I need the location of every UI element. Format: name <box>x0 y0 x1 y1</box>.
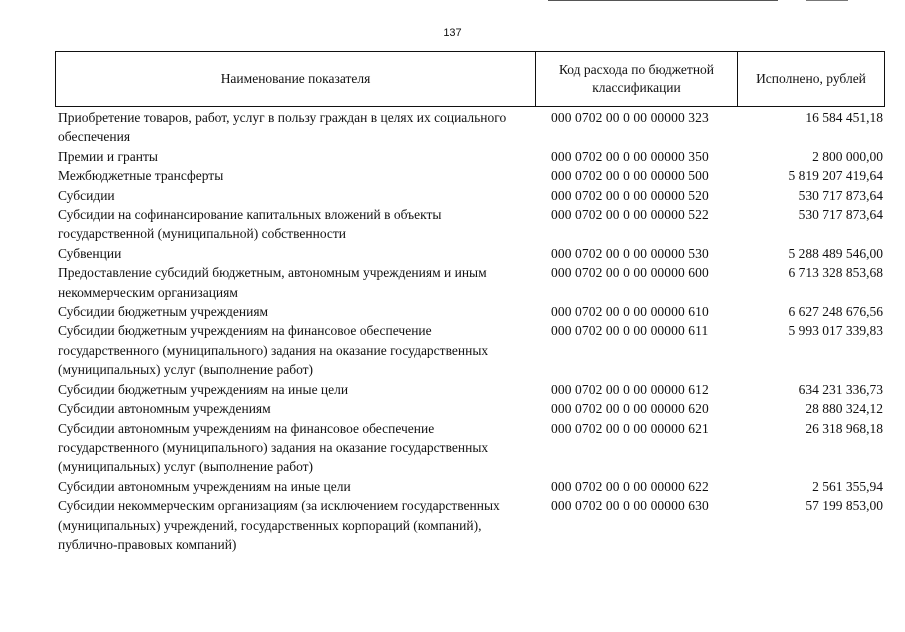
row-amount: 16 584 451,18 <box>805 110 883 125</box>
table-row <box>0 477 905 496</box>
row-code: 000 0702 00 0 00 00000 612 <box>551 381 709 397</box>
row-amount: 6 713 328 853,68 <box>788 265 883 281</box>
table-header <box>55 51 885 107</box>
top-rule-secondary <box>806 0 848 1</box>
row-code: 000 0702 00 0 00 00000 630 <box>551 498 709 514</box>
header-name: Наименование показателя <box>56 52 536 106</box>
row-name: Предоставление субсидий бюджетным, автономным учреждениям и иным некоммерческим организациям <box>58 265 487 300</box>
row-amount: 28 880 324,12 <box>805 401 883 417</box>
row-name: Субсидии бюджетным учреждениям <box>58 304 269 320</box>
row-name: Субсидии <box>58 187 115 203</box>
table-row <box>0 321 905 379</box>
row-name: Премии и гранты <box>58 148 158 164</box>
row-code: 000 0702 00 0 00 00000 620 <box>551 401 709 417</box>
row-code: 000 0702 00 0 00 00000 530 <box>551 245 709 261</box>
table-row <box>0 186 905 205</box>
header-code: Код расхода по бюджетной классификации <box>536 52 738 106</box>
row-amount: 2 800 000,00 <box>812 148 883 164</box>
table-row <box>0 166 905 185</box>
row-amount: 634 231 336,73 <box>798 381 883 397</box>
page-number: 137 <box>443 27 462 39</box>
header-amount: Исполнено, рублей <box>756 71 866 86</box>
row-amount: 5 819 207 419,64 <box>788 168 883 184</box>
row-name: Субсидии некоммерческим организациям (за исключением государственных (муниципальных) учреждений, государственных корпораций (компаний), публично-правовых компаний) <box>58 498 500 552</box>
table-row <box>0 380 905 399</box>
table-row <box>0 263 905 302</box>
row-code: 000 0702 00 0 00 00000 520 <box>551 187 709 203</box>
table-row <box>0 419 905 477</box>
row-code: 000 0702 00 0 00 00000 323 <box>551 110 709 125</box>
row-name: Субсидии автономным учреждениям <box>58 401 271 417</box>
table-row <box>0 302 905 321</box>
table-row <box>0 244 905 263</box>
row-code: 000 0702 00 0 00 00000 611 <box>551 323 709 339</box>
row-amount: 530 717 873,64 <box>798 207 883 223</box>
top-rule <box>548 0 778 1</box>
row-name: Субсидии бюджетным учреждениям на иные цели <box>58 381 349 397</box>
row-code: 000 0702 00 0 00 00000 500 <box>551 168 709 184</box>
row-amount: 5 288 489 546,00 <box>788 245 883 261</box>
row-amount: 57 199 853,00 <box>805 498 883 514</box>
table-row <box>0 147 905 166</box>
table-row <box>0 108 905 147</box>
row-name: Субсидии бюджетным учреждениям на финансовое обеспечение государственного (муниципального) задания на оказание государственных (муниципальных) услуг (выполнение работ) <box>58 323 489 378</box>
row-name: Субвенции <box>58 245 122 261</box>
row-amount: 2 561 355,94 <box>812 478 883 494</box>
row-name: Субсидии на софинансирование капитальных вложений в объекты государственной (муниципальной) собственности <box>58 207 442 242</box>
row-amount: 530 717 873,64 <box>798 187 883 203</box>
table-row <box>0 399 905 418</box>
row-amount: 26 318 968,18 <box>805 420 883 436</box>
row-name: Субсидии автономным учреждениям на финансовое обеспечение государственного (муниципального) задания на оказание государственных (муниципальных) услуг (выполнение работ) <box>58 420 489 475</box>
table-row <box>0 205 905 244</box>
row-code: 000 0702 00 0 00 00000 610 <box>551 304 709 320</box>
row-amount: 6 627 248 676,56 <box>788 304 883 320</box>
row-code: 000 0702 00 0 00 00000 350 <box>551 148 709 164</box>
table-body <box>0 108 905 554</box>
row-code: 000 0702 00 0 00 00000 622 <box>551 478 709 494</box>
row-name: Субсидии автономным учреждениям на иные цели <box>58 478 351 494</box>
row-code: 000 0702 00 0 00 00000 621 <box>551 420 709 436</box>
row-code: 000 0702 00 0 00 00000 600 <box>551 265 709 281</box>
table-row <box>0 496 905 554</box>
row-name: Межбюджетные трансферты <box>58 168 224 184</box>
row-amount: 5 993 017 339,83 <box>788 323 883 339</box>
row-code: 000 0702 00 0 00 00000 522 <box>551 207 709 223</box>
row-name: Приобретение товаров, работ, услуг в пользу граждан в целях их социального обеспечения <box>58 110 507 145</box>
